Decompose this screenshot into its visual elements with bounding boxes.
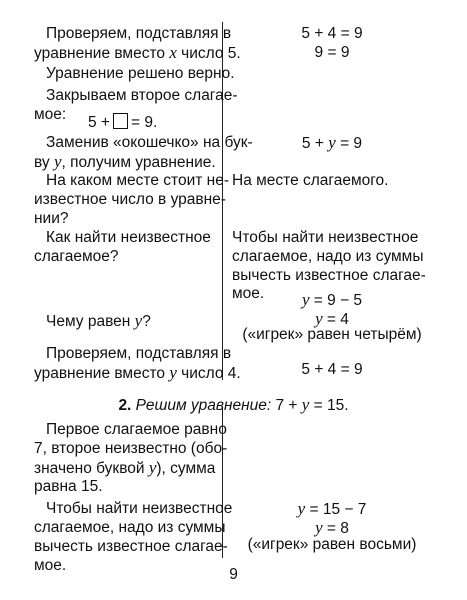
result-words: («игрек» равен четырём) [242, 326, 422, 343]
desc-line-2: 7, второе неизвестно (обо- [34, 440, 228, 457]
result-equation: y = 4 [315, 309, 349, 328]
empty-box-icon [113, 113, 128, 129]
rule2-line-4: мое. [34, 557, 67, 574]
rule-line-3: вычесть известное слагае- [232, 267, 426, 284]
where-question-line-2: известное число в уравне- [34, 191, 226, 208]
replace-equation: 5 + y = 9 [301, 133, 363, 152]
result2-equation: y = 8 [315, 518, 349, 537]
check2-equation: 5 + 4 = 9 [301, 361, 363, 378]
close-text-line-2: мое: [34, 106, 67, 123]
calc2-equation: y = 15 − 7 [297, 499, 367, 518]
rule2-line-3: вычесть известное слагае- [34, 538, 228, 555]
where-question-line-1: На каком месте стоит не- [46, 172, 229, 189]
box-equation: 5 + = 9. [88, 114, 158, 131]
check2-line-1: Проверяем, подставляя в [46, 345, 232, 362]
check-text-line-2: уравнение вместо x число 5. [34, 43, 241, 62]
check-equation-1: 5 + 4 = 9 [301, 25, 363, 42]
close-text-line-1: Закрываем второе слагае- [46, 87, 238, 104]
check-text-line-1: Проверяем, подставляя в [46, 25, 232, 42]
desc-line-4: равна 15. [34, 478, 103, 495]
rule2-line-1: Чтобы найти неизвестное [46, 500, 233, 517]
section-2-title: 2. Решим уравнение: 7 + y = 15. [118, 395, 349, 414]
calc-equation: y = 9 − 5 [301, 290, 363, 309]
page-number: 9 [229, 566, 238, 583]
where-answer: На месте слагаемого. [232, 172, 389, 189]
replace-text-line-1: Заменив «окошечко» на бук- [46, 134, 253, 151]
what-question: Чему равен y? [46, 311, 151, 330]
how-question-line-2: слагаемое? [34, 248, 119, 265]
check-equation-2: 9 = 9 [314, 44, 350, 61]
where-question-line-3: нии? [34, 210, 69, 227]
desc-line-3: значено буквой y), сумма [34, 458, 216, 477]
check2-line-2: уравнение вместо y число 4. [34, 363, 241, 382]
rule-line-1: Чтобы найти неизвестное [232, 229, 419, 246]
rule2-line-2: слагаемое, надо из суммы [34, 519, 226, 536]
replace-text-line-2: ву y, получим уравнение. [34, 152, 216, 171]
solved-text: Уравнение решено верно. [46, 65, 235, 82]
rule-line-4: мое. [232, 285, 265, 302]
result2-words: («игрек» равен восьми) [247, 536, 417, 553]
how-question-line-1: Как найти неизвестное [46, 229, 211, 246]
desc-line-1: Первое слагаемое равно [46, 421, 227, 438]
rule-line-2: слагаемое, надо из суммы [232, 248, 424, 265]
